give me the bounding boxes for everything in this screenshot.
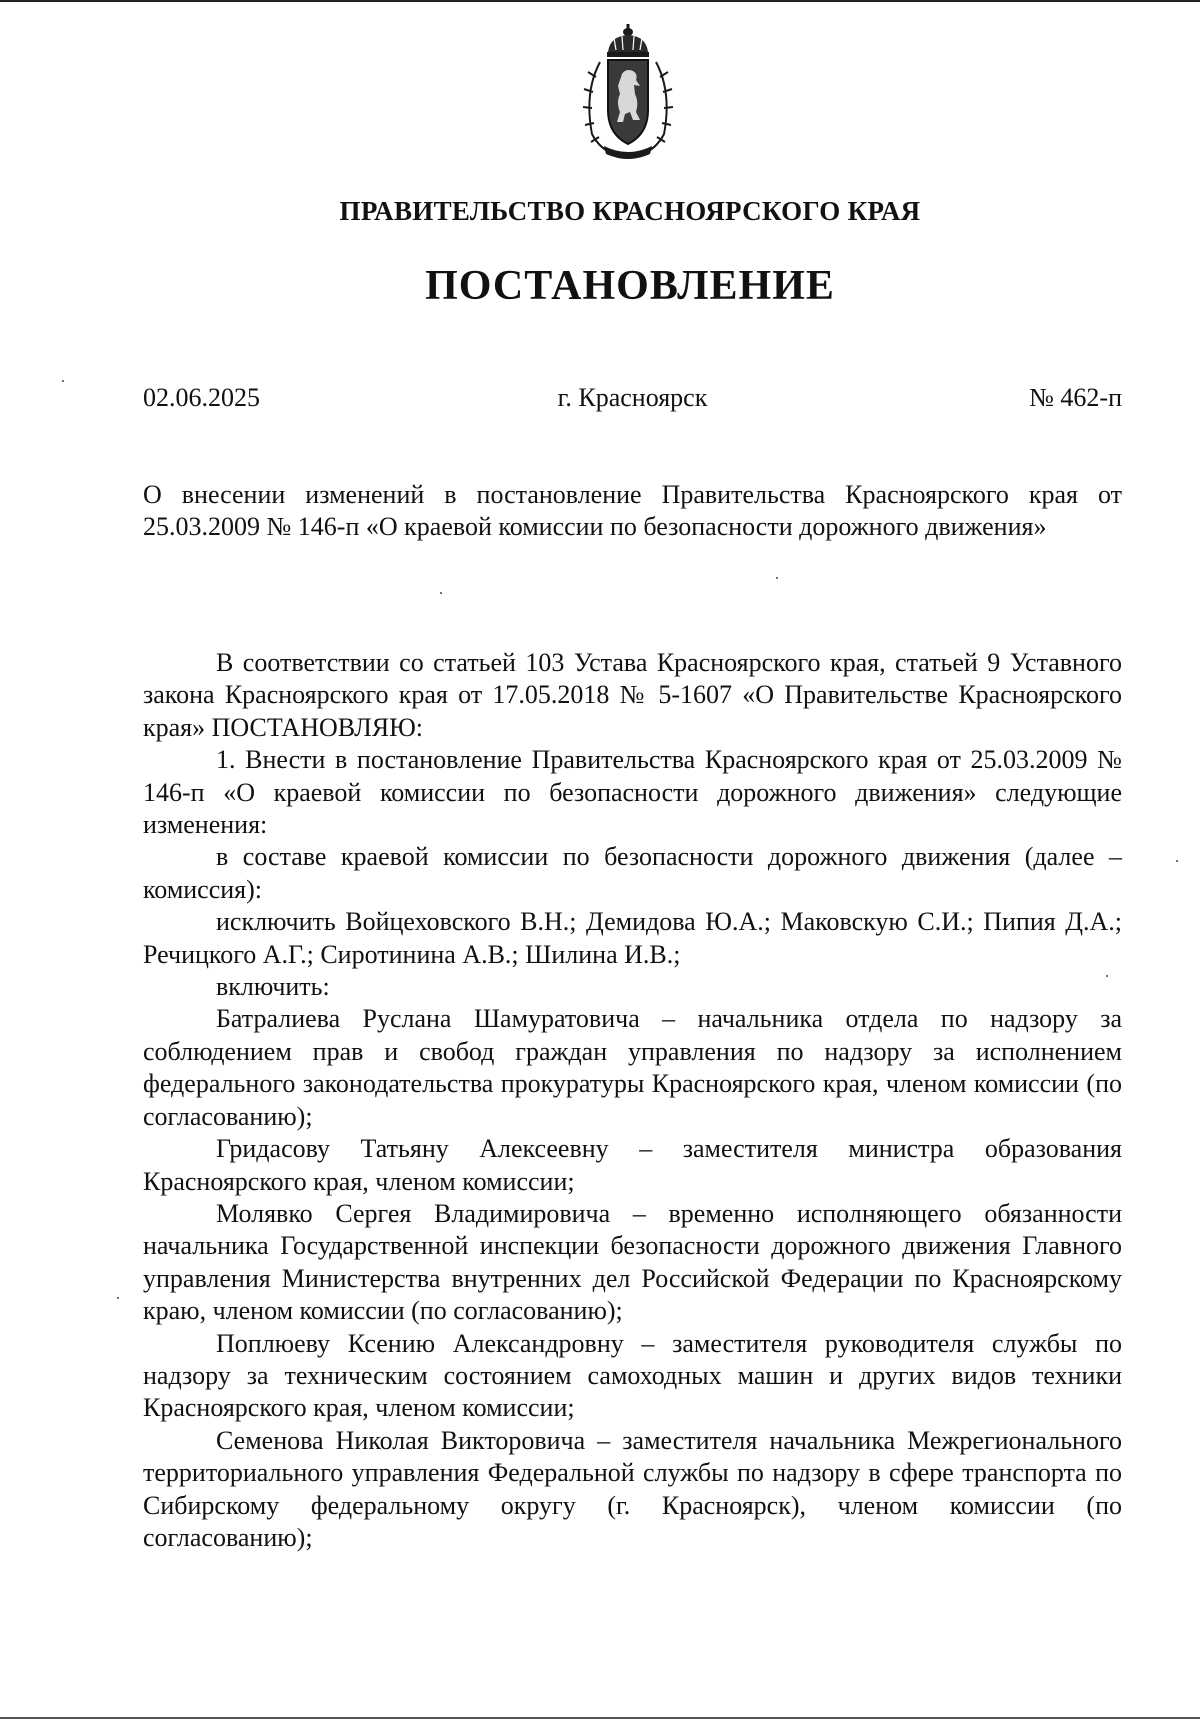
scan-speck: [117, 1297, 119, 1299]
paragraph-member: Поплюеву Ксению Александровну – заместителя руководителя службы по надзору за техническим состоянием самоходных машин и других видов техники Красноярского края, членом комиссии;: [143, 1328, 1122, 1423]
document-body: [143, 647, 1122, 1554]
paragraph-include: включить:: [216, 972, 330, 1002]
paragraph-commission: в составе краевой комиссии по безопасности дорожного движения (далее – комиссия):: [143, 842, 1122, 904]
scan-speck: [1106, 975, 1108, 977]
paragraph-member: Семенова Николая Викторовича – заместителя начальника Межрегионального территориального управления Федеральной службы по надзору в сфере транспорта по Сибирскому федеральному округу (г. Красноярск), членом комиссии (по согласованию);: [143, 1425, 1122, 1552]
paragraph-member: Гридасову Татьяну Алексеевну – заместителя министра образования Красноярского края, членом комиссии;: [143, 1134, 1122, 1196]
scan-top-border: [0, 0, 1200, 2]
document-date: 02.06.2025: [143, 383, 260, 412]
document-number: № 462-п: [1029, 383, 1122, 412]
paragraph-member: Молявко Сергея Владимировича – временно исполняющего обязанности начальника Государственной инспекции безопасности дорожного движения Главного управления Министерства внутренних дел Российской Федерации по Красноярскому краю, членом комиссии (по согласованию);: [143, 1198, 1122, 1326]
paragraph-preamble: В соответствии со статьей 103 Устава Красноярского края, статьей 9 Уставного закона Красноярского края от 17.05.2018 № 5-1607 «О Правительстве Красноярского края» ПОСТАНОВЛЯЮ:: [143, 648, 1122, 742]
document-city: г. Красноярск: [557, 383, 708, 412]
scan-speck: [440, 592, 442, 594]
document-type: ПОСТАНОВЛЕНИЕ: [425, 263, 835, 309]
scan-speck: [62, 380, 64, 382]
government-name: ПРАВИТЕЛЬСТВО КРАСНОЯРСКОГО КРАЯ: [339, 196, 921, 226]
document-title: О внесении изменений в постановление Правительства Красноярского края от 25.03.2009 № 146-п «О краевой комиссии по безопасности дорожного движения»: [143, 480, 1122, 541]
scan-speck: [1176, 860, 1178, 862]
scan-speck: [776, 577, 778, 579]
krasnoyarsk-coat-of-arms-icon: [578, 22, 678, 162]
paragraph-item-1: 1. Внести в постановление Правительства Красноярского края от 25.03.2009 № 146-п «О краевой комиссии по безопасности дорожного движения» следующие изменения:: [143, 745, 1122, 840]
document-meta: [143, 383, 1122, 419]
paragraph-member: Батралиева Руслана Шамуратовича – начальника отдела по надзору за соблюдением прав и свобод граждан управления по надзору за исполнением федерального законодательства прокуратуры Красноярского края, членом комиссии (по согласованию);: [143, 1004, 1122, 1131]
paragraph-exclude: исключить Войцеховского В.Н.; Демидова Ю.А.; Маковскую С.И.; Пипия Д.А.; Речицкого А.Г.; Сиротинина А.В.; Шилина И.В.;: [143, 907, 1122, 969]
scan-bottom-line: [0, 1717, 1200, 1719]
